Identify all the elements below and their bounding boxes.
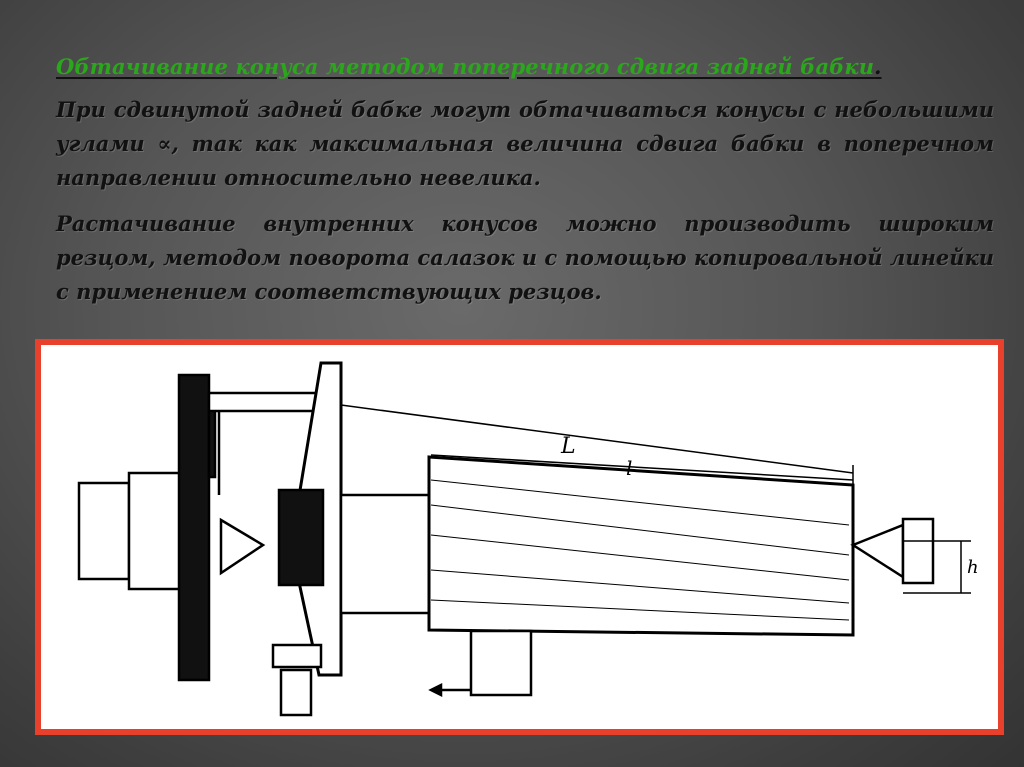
spindle-body xyxy=(79,483,129,579)
slide-text-block xyxy=(56,54,994,321)
lathe-taper-drawing xyxy=(41,345,998,729)
label-l: l xyxy=(626,456,633,480)
slide-title-period: . xyxy=(874,54,882,79)
slide-title-text: Обтачивание конуса методом поперечного сдвига задней бабки xyxy=(56,54,875,79)
paragraph-2: Растачивание внутренних конусов можно производить широким резцом, методом поворота салазок и с помощью копировальной линейки с применением соответствующих резцов. xyxy=(56,211,994,304)
workpiece-neck xyxy=(341,495,431,613)
label-h: h xyxy=(967,557,979,578)
paragraph-1: При сдвинутой задней бабке могут обтачиваться конусы с небольшими углами ∝, так как максимальная величина сдвига бабки в поперечном направлении относительно невелика. xyxy=(56,97,994,190)
slide-title xyxy=(56,54,994,79)
tailstock-quill xyxy=(903,519,933,583)
tool-post xyxy=(471,631,531,695)
lathe-taper-figure xyxy=(35,339,1004,735)
headstock-center xyxy=(221,520,263,573)
dimension-line-L xyxy=(341,405,853,473)
tailstock-center xyxy=(853,525,903,577)
faceplate xyxy=(179,375,209,680)
spindle-collar xyxy=(129,473,181,589)
drive-arm xyxy=(209,393,327,411)
taper-workpiece xyxy=(429,457,853,635)
label-L: L xyxy=(561,434,576,459)
